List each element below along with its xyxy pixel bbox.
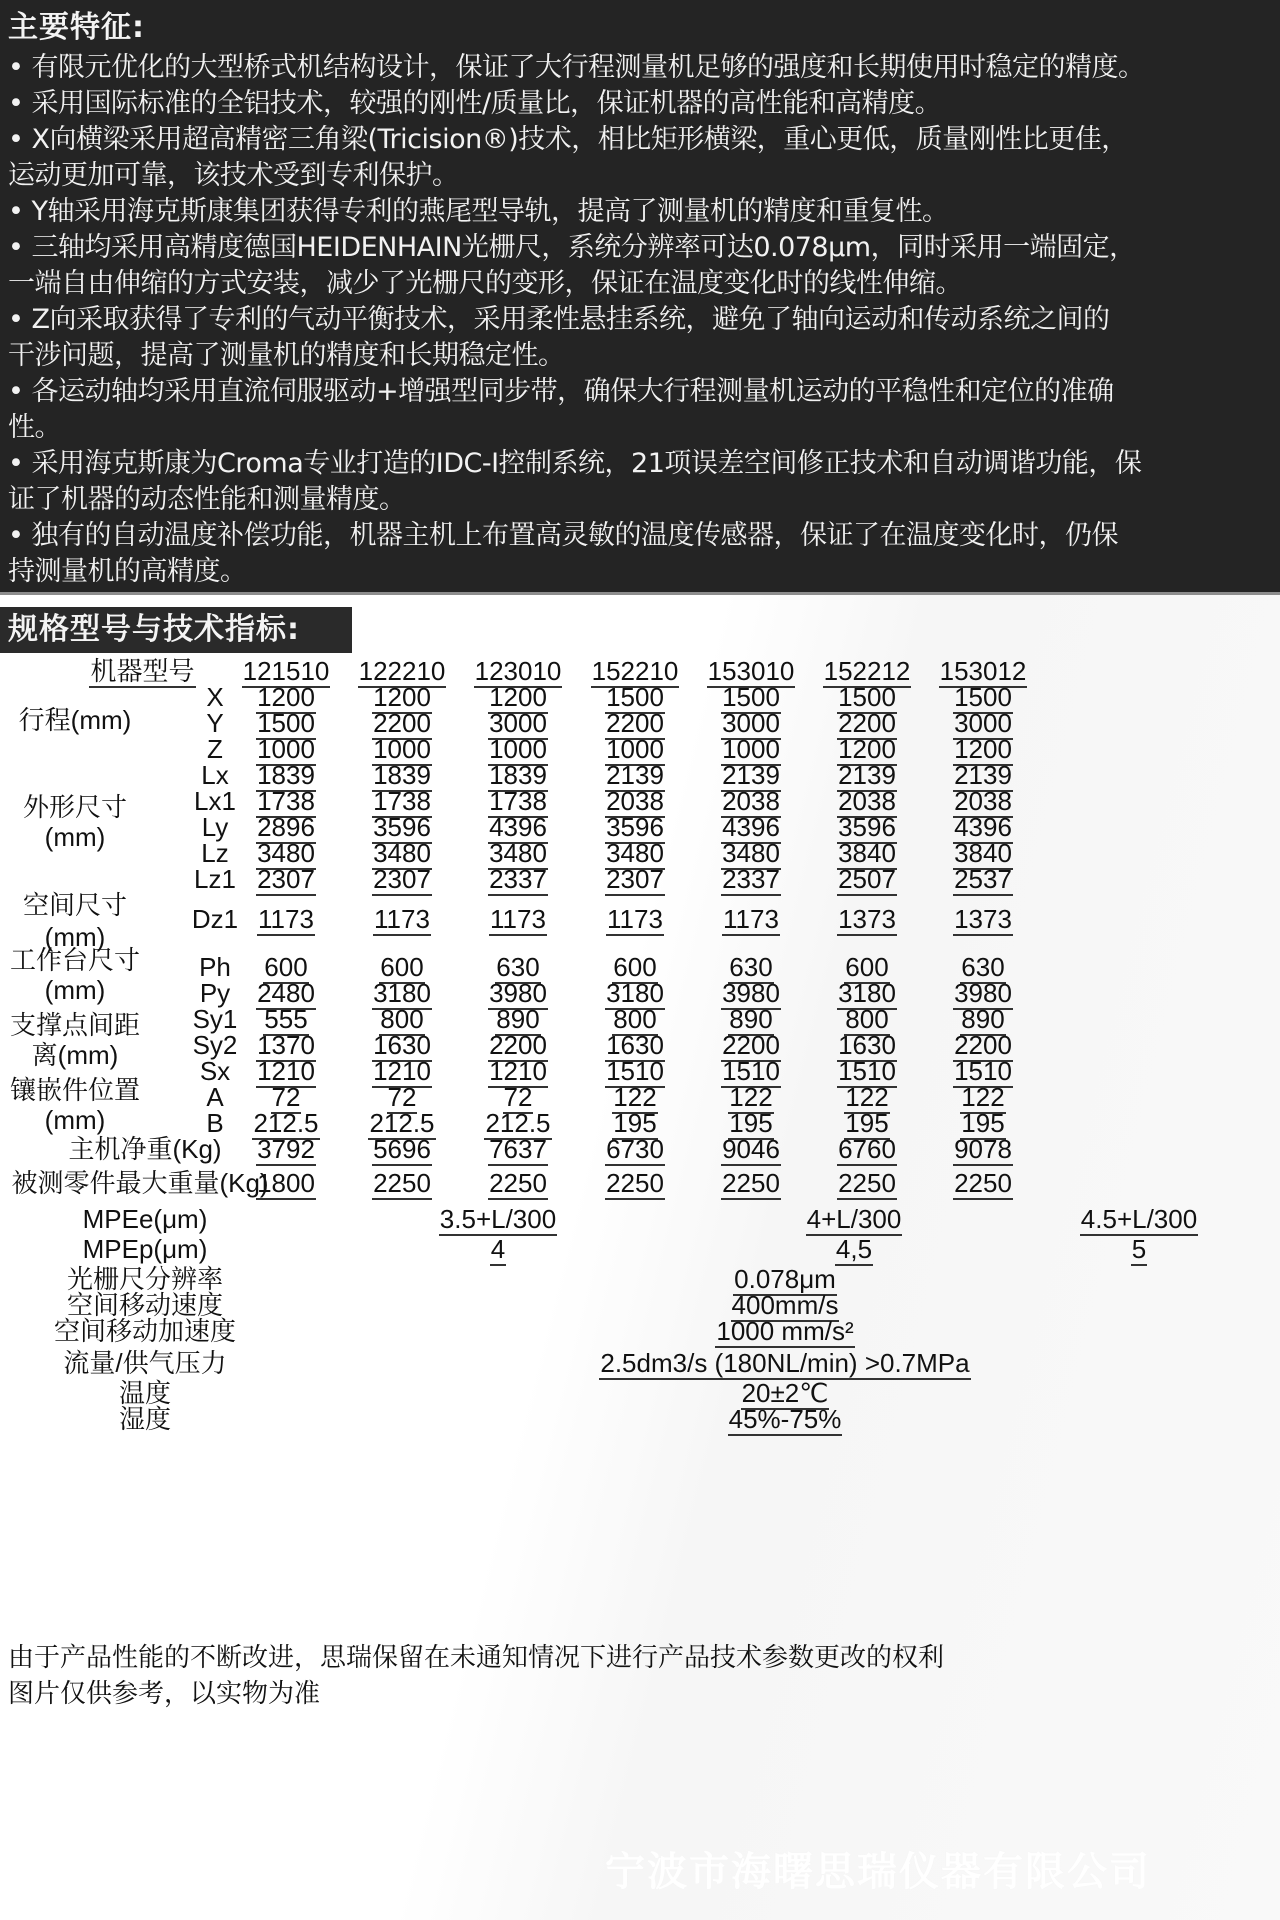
spec-value: 1173 — [258, 904, 314, 934]
spec-value: 2139 — [606, 760, 664, 790]
disclaimer-notes — [8, 1640, 944, 1712]
shared-spec-label: 湿度 — [118, 1404, 171, 1434]
spec-value: 2139 — [722, 760, 780, 790]
param-code: Lx1 — [194, 786, 236, 816]
spec-value: 1200 — [838, 734, 896, 764]
model-number: 152210 — [591, 656, 679, 686]
spec-value: 1000 — [373, 734, 431, 764]
spec-value: 1500 — [606, 682, 664, 712]
feature-line: 一端自由伸缩的方式安装，减少了光栅尺的变形，保证在温度变化时的线性伸缩。 — [8, 268, 962, 299]
model-number: 152212 — [823, 656, 911, 686]
spec-value: 2038 — [838, 786, 896, 816]
company-watermark: 宁波市海曙思瑞仪器有限公司 — [605, 1849, 1151, 1895]
spec-value: 1200 — [373, 682, 431, 712]
spec-value: 630 — [729, 952, 773, 982]
mpee-value: 4.5+L/300 — [1080, 1204, 1198, 1234]
spec-value: 1510 — [838, 1056, 896, 1086]
spec-value: 2200 — [722, 1030, 780, 1060]
feature-line: • 有限元优化的大型桥式机结构设计，保证了大行程测量机足够的强度和长期使用时稳定的精度。 — [8, 52, 1145, 83]
feature-line: 运动更加可靠，该技术受到专利保护。 — [8, 160, 459, 191]
mpep-value: 5 — [1131, 1234, 1147, 1264]
spec-value: 1200 — [954, 734, 1012, 764]
spec-value: 1000 — [489, 734, 547, 764]
feature-line: • 采用海克斯康为Croma专业打造的IDC-I控制系统，21项误差空间修正技术和自动调谐功能，保 — [8, 448, 1142, 479]
spec-value: 2200 — [954, 1030, 1012, 1060]
spec-value: 1500 — [838, 682, 896, 712]
spec-value: 3792 — [257, 1134, 315, 1164]
spec-value: 1510 — [606, 1056, 664, 1086]
max-load-row — [0, 1167, 1280, 1199]
feature-line: • Y轴采用海克斯康集团获得专利的燕尾型导轨，提高了测量机的精度和重复性。 — [8, 196, 949, 227]
spec-value: 1500 — [257, 708, 315, 738]
spec-section-title: 规格型号与技术指标: — [0, 607, 352, 653]
feature-line: • 独有的自动温度补偿功能，机器主机上布置高灵敏的温度传感器，保证了在温度变化时，仍保 — [8, 520, 1119, 551]
spec-value: 2896 — [257, 812, 315, 842]
features-panel — [0, 0, 1280, 595]
spec-value: 3596 — [838, 812, 896, 842]
disclaimer-line: 由于产品性能的不断改进，思瑞保留在未通知情况下进行产品技术参数更改的权利 — [8, 1643, 945, 1673]
max-load-label: 被测零件最大重量(Kg) — [11, 1168, 269, 1198]
spec-value: 195 — [845, 1108, 889, 1138]
spec-value: 600 — [613, 952, 657, 982]
feature-line: • Z向采取获得了专利的气动平衡技术，采用柔性悬挂系统，避免了轴向运动和传动系统之间的 — [8, 304, 1110, 335]
spec-value: 2250 — [489, 1168, 547, 1198]
spec-value: 3596 — [373, 812, 431, 842]
spec-value: 1200 — [489, 682, 547, 712]
param-code: Lz1 — [194, 864, 236, 894]
param-code: Z — [207, 734, 223, 764]
feature-line: • 三轴均采用高精度德国HEIDENHAIN光栅尺，系统分辨率可达0.078μm，同时采用一端固定， — [8, 232, 1136, 263]
spec-value: 72 — [387, 1082, 417, 1112]
model-number: 122210 — [358, 656, 446, 686]
spec-value: 6760 — [838, 1134, 896, 1164]
spec-value: 2139 — [954, 760, 1012, 790]
spec-value: 122 — [845, 1082, 889, 1112]
spec-value: 2480 — [257, 978, 315, 1008]
spec-value: 2200 — [838, 708, 896, 738]
mpep-value: 4,5 — [835, 1234, 873, 1264]
spec-value: 1173 — [490, 904, 546, 934]
shared-spec-label: 光栅尺分辨率 — [66, 1264, 223, 1294]
spec-value: 122 — [729, 1082, 773, 1112]
spec-value: 1738 — [257, 786, 315, 816]
spec-value: 2307 — [257, 864, 315, 894]
shared-spec-value: 45%-75% — [728, 1404, 842, 1434]
spec-value: 5696 — [373, 1134, 431, 1164]
mpe-p-row — [0, 1233, 1280, 1265]
spec-value: 800 — [380, 1004, 424, 1034]
shared-spec-label: 空间移动速度 — [66, 1290, 223, 1320]
spec-value: 3000 — [954, 708, 1012, 738]
model-number: 121510 — [242, 656, 330, 686]
param-code: Sy1 — [192, 1004, 238, 1034]
spec-value: 1800 — [257, 1168, 315, 1198]
feature-line: • 采用国际标准的全铝技术，较强的刚性/质量比，保证机器的高性能和高精度。 — [8, 88, 942, 119]
shared-spec-value: 400mm/s — [731, 1290, 839, 1320]
shared-spec-value: 1000 mm/s² — [716, 1316, 854, 1346]
spec-value: 3180 — [838, 978, 896, 1008]
spec-value: 800 — [613, 1004, 657, 1034]
spec-value: 212.5 — [369, 1108, 435, 1138]
spec-value: 3000 — [722, 708, 780, 738]
param-code: Ly — [201, 812, 229, 842]
spec-value: 3480 — [257, 838, 315, 868]
shared-spec-value: 0.078μm — [734, 1264, 836, 1294]
feature-line: • X向横梁采用超高精密三角梁(Tricision®)技术，相比矩形横梁，重心更低，质量刚性比更佳， — [8, 124, 1128, 155]
spec-value: 2537 — [954, 864, 1012, 894]
spec-value: 2250 — [373, 1168, 431, 1198]
spec-value: 2507 — [838, 864, 896, 894]
spec-value: 1370 — [257, 1030, 315, 1060]
spec-value: 890 — [496, 1004, 540, 1034]
spec-value: 2200 — [373, 708, 431, 738]
spec-value: 600 — [380, 952, 424, 982]
group-label: 空间尺寸 (mm) — [22, 890, 127, 952]
spec-value: 1738 — [489, 786, 547, 816]
spec-value: 195 — [613, 1108, 657, 1138]
spec-value: 1210 — [257, 1056, 315, 1086]
param-code: X — [206, 682, 224, 712]
spec-value: 1000 — [722, 734, 780, 764]
feature-line: 性。 — [8, 412, 61, 443]
spec-value: 1200 — [257, 682, 315, 712]
spec-value: 3480 — [373, 838, 431, 868]
param-code: Lx — [201, 760, 229, 790]
spec-value: 7637 — [489, 1134, 547, 1164]
spec-value: 1510 — [954, 1056, 1012, 1086]
mpep-value: 4 — [490, 1234, 506, 1264]
spec-value: 1173 — [374, 904, 430, 934]
spec-value: 890 — [961, 1004, 1005, 1034]
spec-value: 1738 — [373, 786, 431, 816]
group-label: 行程(mm) — [18, 705, 132, 735]
model-number: 123010 — [474, 656, 562, 686]
mpep-label: MPEp(μm) — [82, 1234, 208, 1264]
shared-spec-value: 20±2℃ — [741, 1378, 829, 1408]
spec-value: 630 — [961, 952, 1005, 982]
spec-value: 3980 — [954, 978, 1012, 1008]
model-number: 153010 — [707, 656, 795, 686]
spec-value: 2250 — [606, 1168, 664, 1198]
spec-value: 630 — [496, 952, 540, 982]
spec-value: 2139 — [838, 760, 896, 790]
spec-value: 1839 — [489, 760, 547, 790]
features-title: 主要特征: — [8, 10, 145, 45]
group-label: 镶嵌件位置 (mm) — [9, 1075, 140, 1135]
spec-value: 122 — [961, 1082, 1005, 1112]
model-label: 机器型号 — [90, 656, 195, 686]
spec-value: 2337 — [722, 864, 780, 894]
spec-value: 1210 — [373, 1056, 431, 1086]
spec-value: 9046 — [722, 1134, 780, 1164]
spec-row — [0, 903, 1280, 935]
shared-spec-label: 流量/供气压力 — [63, 1348, 227, 1378]
spec-value: 2200 — [606, 708, 664, 738]
spec-value: 890 — [729, 1004, 773, 1034]
spec-value: 2250 — [954, 1168, 1012, 1198]
spec-value: 72 — [503, 1082, 533, 1112]
param-code: B — [206, 1108, 224, 1138]
spec-value: 1510 — [722, 1056, 780, 1086]
spec-value: 3596 — [606, 812, 664, 842]
mpee-value: 4+L/300 — [806, 1204, 902, 1234]
param-code: Py — [199, 978, 231, 1008]
spec-value: 1839 — [373, 760, 431, 790]
spec-value: 2038 — [606, 786, 664, 816]
feature-line: 持测量机的高精度。 — [8, 556, 247, 587]
spec-value: 3480 — [722, 838, 780, 868]
param-code: Sx — [199, 1056, 231, 1086]
param-code: Ph — [199, 952, 231, 982]
spec-value: 3980 — [722, 978, 780, 1008]
spec-value: 212.5 — [253, 1108, 319, 1138]
net-weight-row — [0, 1133, 1280, 1165]
spec-value: 1839 — [257, 760, 315, 790]
spec-value: 1173 — [607, 904, 663, 934]
feature-line: 干涉问题，提高了测量机的精度和长期稳定性。 — [8, 340, 565, 371]
spec-value: 3180 — [373, 978, 431, 1008]
spec-value: 1630 — [606, 1030, 664, 1060]
shared-spec-row — [0, 1403, 1280, 1435]
spec-value: 1630 — [373, 1030, 431, 1060]
group-label: 工作台尺寸 (mm) — [9, 945, 140, 1005]
spec-value: 600 — [845, 952, 889, 982]
spec-value: 195 — [961, 1108, 1005, 1138]
spec-value: 9078 — [954, 1134, 1012, 1164]
net-weight-label: 主机净重(Kg) — [68, 1134, 222, 1164]
spec-value: 1000 — [606, 734, 664, 764]
spec-value: 2250 — [722, 1168, 780, 1198]
shared-spec-value: 2.5dm3/s (180NL/min) >0.7MPa — [600, 1348, 970, 1378]
spec-value: 1000 — [257, 734, 315, 764]
spec-value: 2200 — [489, 1030, 547, 1060]
spec-value: 3480 — [489, 838, 547, 868]
spec-value: 3180 — [606, 978, 664, 1008]
shared-spec-row — [0, 1347, 1280, 1379]
spec-value: 1373 — [954, 904, 1012, 934]
shared-spec-row — [0, 1315, 1280, 1347]
spec-value: 6730 — [606, 1134, 664, 1164]
spec-value: 4396 — [489, 812, 547, 842]
group-label: 支撑点间距 离(mm) — [9, 1010, 140, 1070]
spec-value: 2337 — [489, 864, 547, 894]
param-code: Sy2 — [192, 1030, 238, 1060]
param-code: Y — [206, 708, 224, 738]
spec-value: 3480 — [606, 838, 664, 868]
spec-value: 800 — [845, 1004, 889, 1034]
spec-value: 555 — [264, 1004, 308, 1034]
spec-value: 2307 — [606, 864, 664, 894]
spec-value: 2307 — [373, 864, 431, 894]
model-number: 153012 — [939, 656, 1027, 686]
mpee-label: MPEe(μm) — [82, 1204, 208, 1234]
spec-value: 600 — [264, 952, 308, 982]
spec-value: 3000 — [489, 708, 547, 738]
spec-value: 3980 — [489, 978, 547, 1008]
spec-value: 195 — [729, 1108, 773, 1138]
spec-value: 212.5 — [485, 1108, 551, 1138]
spec-value: 1373 — [838, 904, 896, 934]
spec-value: 4396 — [954, 812, 1012, 842]
shared-spec-label: 空间移动加速度 — [53, 1316, 236, 1346]
mpe-e-row — [0, 1203, 1280, 1235]
spec-value: 122 — [613, 1082, 657, 1112]
spec-value: 1500 — [954, 682, 1012, 712]
feature-line: 证了机器的动态性能和测量精度。 — [8, 484, 406, 515]
disclaimer-line: 图片仅供参考，以实物为准 — [8, 1679, 321, 1709]
spec-value: 2038 — [722, 786, 780, 816]
group-label: 外形尺寸 (mm) — [22, 792, 127, 852]
spec-value: 1500 — [722, 682, 780, 712]
shared-spec-label: 温度 — [118, 1378, 171, 1408]
feature-line: • 各运动轴均采用直流伺服驱动+增强型同步带，确保大行程测量机运动的平稳性和定位的准确 — [8, 376, 1114, 407]
mpee-value: 3.5+L/300 — [439, 1204, 557, 1234]
spec-row — [0, 863, 1280, 895]
spec-value: 2250 — [838, 1168, 896, 1198]
spec-value: 72 — [271, 1082, 301, 1112]
param-code: Lz — [201, 838, 229, 868]
param-code: Dz1 — [191, 904, 239, 934]
spec-value: 3840 — [838, 838, 896, 868]
spec-value: 1630 — [838, 1030, 896, 1060]
spec-value: 1210 — [489, 1056, 547, 1086]
spec-value: 2038 — [954, 786, 1012, 816]
spec-value: 4396 — [722, 812, 780, 842]
param-code: A — [206, 1082, 224, 1112]
spec-value: 3840 — [954, 838, 1012, 868]
spec-value: 1173 — [723, 904, 779, 934]
